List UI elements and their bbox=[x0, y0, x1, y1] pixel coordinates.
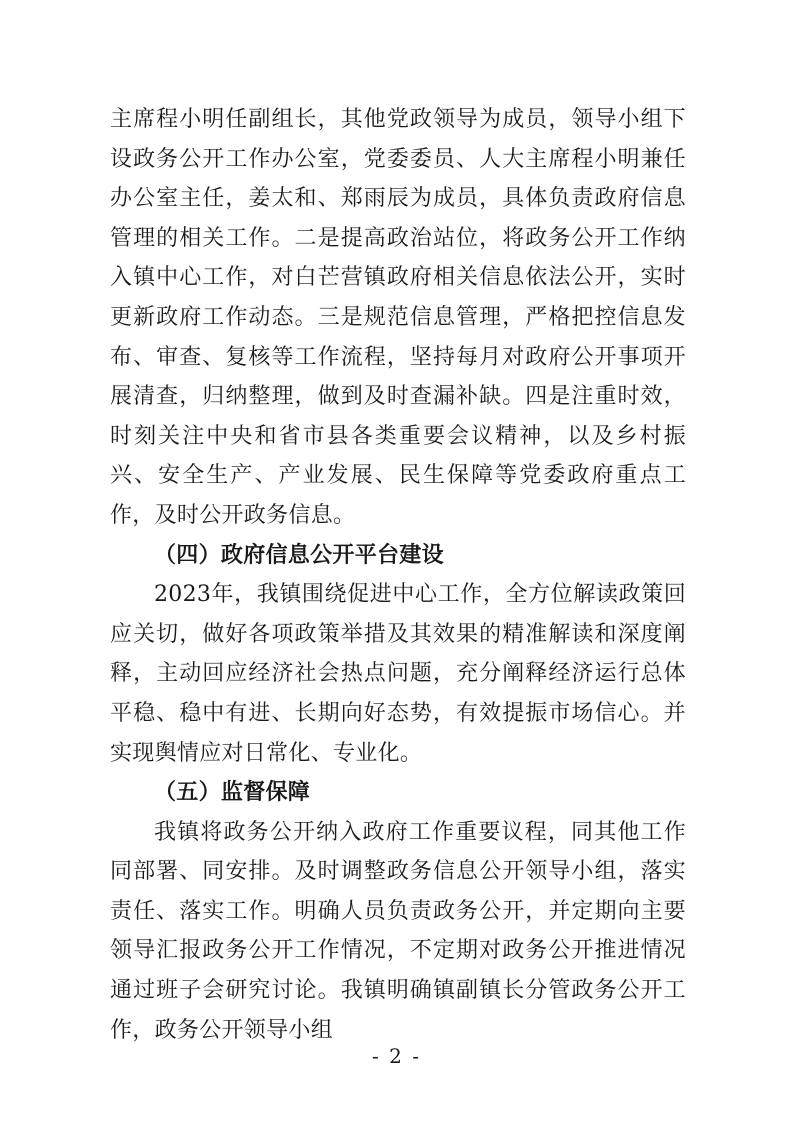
paragraph-leadership-group: 主席程小明任副组长，其他党政领导为成员，领导小组下设政务公开工作办公室，党委委员、人大主席程小明兼任办公室主任，姜太和、郑雨辰为成员，具体负责政府信息管理的相关工作。二是提高政治站位，将政务公开工作纳入镇中心工作，对白芒营镇政府相关信息依法公开，实时更新政府工作动态。三是规范信息管理，严格把控信息发布、审查、复核等工作流程，坚持每月对政府公开事项开展清查，归纳整理，做到及时查漏补缺。四是注重时效，时刻关注中央和省市县各类重要会议精神，以及乡村振兴、安全生产、产业发展、民生保障等党委政府重点工作，及时公开政务信息。 bbox=[110, 107, 686, 528]
page-number: - 2 - bbox=[372, 1044, 421, 1068]
section-heading-platform: （四）政府信息公开平台建设 bbox=[154, 541, 444, 568]
paragraph-platform-2023: 2023年，我镇围绕促进中心工作，全方位解读政策回应关切，做好各项政策举措及其效果的精准解读和深度阐释，主动回应经济社会热点问题，充分阐释经济运行总体平稳、稳中有进、长期向好态势，有效提振市场信心。并实现舆情应对日常化、专业化。 bbox=[110, 582, 686, 766]
section-heading-supervision: （五）监督保障 bbox=[154, 779, 311, 806]
document-body bbox=[110, 100, 686, 1050]
paragraph-supervision: 我镇将政务公开纳入政府工作重要议程，同其他工作同部署、同安排。及时调整政务信息公开领导小组，落实责任、落实工作。明确人员负责政务公开，并定期向主要领导汇报政务公开工作情况，不定期对政务公开推进情况通过班子会研究讨论。我镇明确镇副镇长分管政务公开工作，政务公开领导小组 bbox=[110, 819, 686, 1043]
